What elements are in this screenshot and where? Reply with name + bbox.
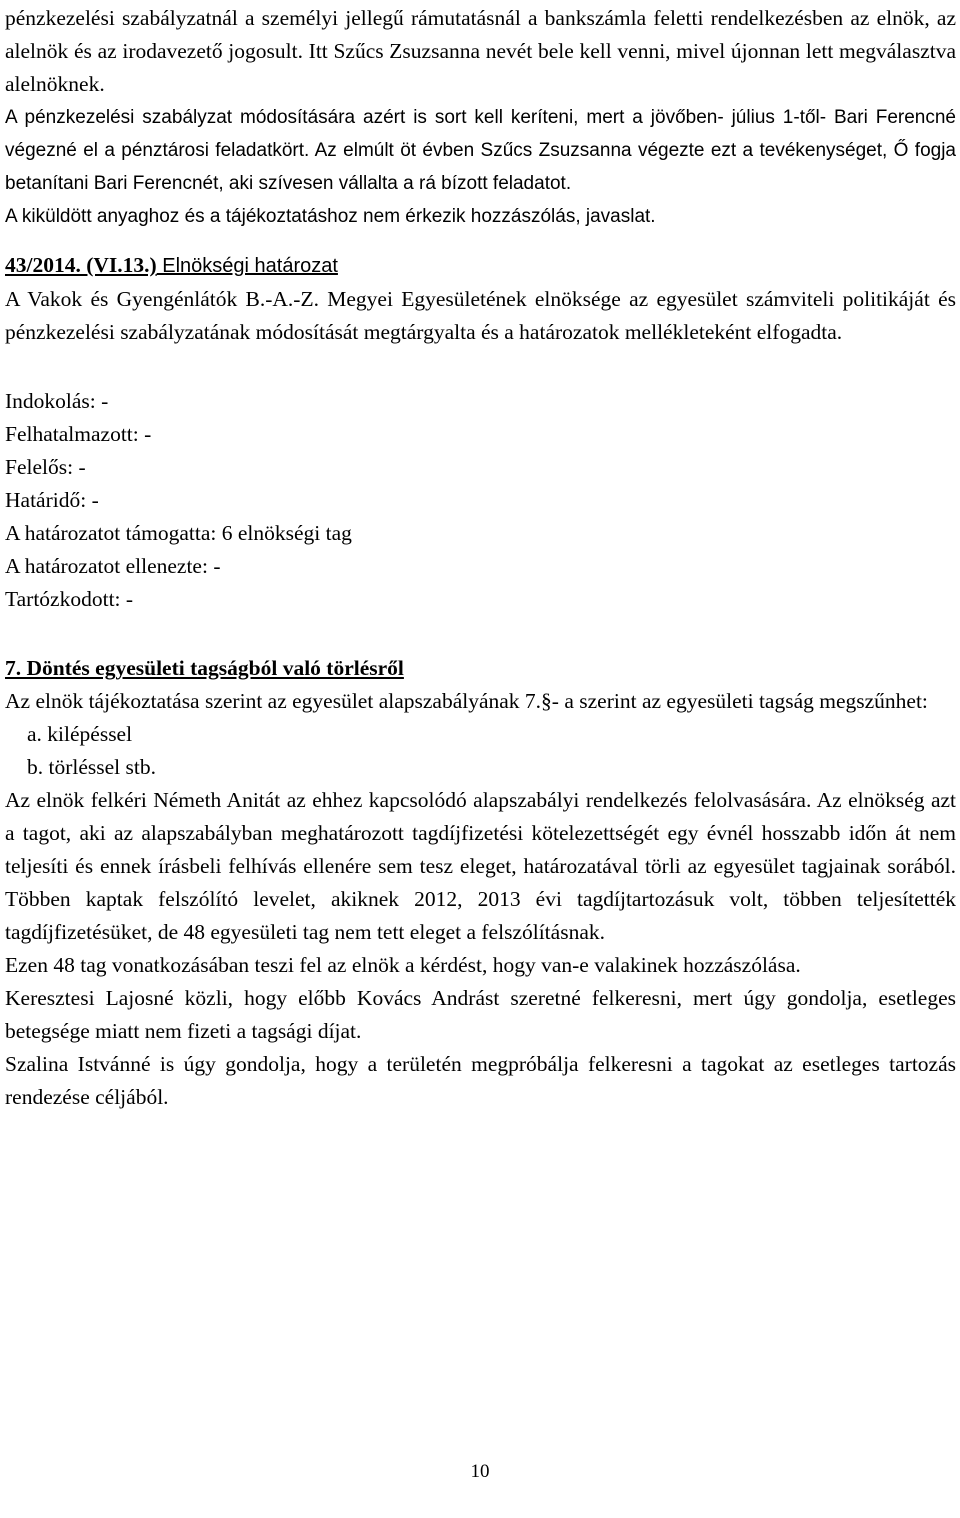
section-7-title: 7. Döntés egyesületi tagságból való törlésről	[5, 656, 404, 680]
meta-responsible: Felelős: -	[5, 455, 86, 479]
spacer	[5, 349, 956, 385]
meta-deadline: Határidő: -	[5, 488, 99, 512]
paragraph-no-comments: A kiküldött anyaghoz és a tájékoztatáshoz nem érkezik hozzászólás, javaslat.	[5, 206, 656, 227]
resolution-title: Elnökségi határozat	[156, 255, 338, 277]
meta-supported: A határozatot támogatta: 6 elnökségi tag	[5, 521, 352, 545]
section-7-paragraph-reading: Az elnök felkéri Németh Anitát az ehhez kapcsolódó alapszabályi rendelkezés felolvasására. Az elnökség azt a tagot, aki az alapszabályban meghatározott tagdíjfizetési kötelezettségét egy évnél hosszabb időn át nem teljesíti és ennek írásbeli felhívás ellenére sem tesz eleget, határozatával törli az egyesület tagjainak sorából. Többen kaptak felszólító levelet, akiknek 2012, 2013 évi tagdíjtartozásuk volt, többen teljesítették tagdíjfizetésüket, de 48 egyesületi tag nem tett eleget a felszólításnak.	[5, 788, 956, 944]
resolution-heading	[5, 249, 956, 283]
paragraph-bank-account: pénzkezelési szabályzatnál a személyi jellegű rámutatásnál a bankszámla feletti rendelkezésben az elnök, az alelnök és az irodavezető jogosult. Itt Szűcs Zsuzsanna nevét bele kell venni, mivel újonnan lett megválasztva alelnöknek.	[5, 6, 956, 96]
resolution-text: A Vakok és Gyengénlátók B.-A.-Z. Megyei Egyesületének elnöksége az egyesület számviteli politikáját és pénzkezelési szabályzatának módosítását megtárgyalta és a határozatok mellékleteként elfogadta.	[5, 287, 956, 344]
list-item: b. törléssel stb.	[27, 755, 156, 779]
page-content	[5, 2, 956, 1114]
membership-end-list	[5, 718, 956, 784]
section-7-paragraph-szalina: Szalina Istvánné is úgy gondolja, hogy a területén megpróbálja felkeresni a tagokat az esetleges tartozás rendezése céljából.	[5, 1052, 956, 1109]
meta-authorized: Felhatalmazott: -	[5, 422, 152, 446]
list-item: a. kilépéssel	[27, 722, 133, 746]
meta-justification: Indokolás: -	[5, 389, 109, 413]
page-number: 10	[470, 1461, 490, 1482]
resolution-number: 43/2014. (VI.13.)	[5, 253, 157, 277]
spacer	[5, 233, 956, 249]
spacer	[5, 616, 956, 652]
meta-opposed: A határozatot ellenezte: -	[5, 554, 221, 578]
section-7-paragraph-question: Ezen 48 tag vonatkozásában teszi fel az elnök a kérdést, hogy van-e valakinek hozzászólása.	[5, 953, 801, 977]
section-7-intro: Az elnök tájékoztatása szerint az egyesület alapszabályának 7.§- a szerint az egyesületi tagság megszűnhet:	[5, 689, 928, 713]
section-7-paragraph-keresztesi: Keresztesi Lajosné közli, hogy előbb Kovács Andrást szeretné felkeresni, mert úgy gondolja, esetleges betegsége miatt nem fizeti a tagsági díjat.	[5, 986, 956, 1043]
meta-abstained: Tartózkodott: -	[5, 587, 134, 611]
paragraph-cashier-change: A pénzkezelési szabályzat módosítására azért is sort kell keríteni, mert a jövőben- július 1-től- Bari Ferencné végezné el a pénztárosi feladatkört. Az elmúlt öt évben Szűcs Zsuzsanna végezte ezt a tevékenységet, Ő fogja betanítani Bari Ferencnét, aki szívesen vállalta a rá bízott feladatot.	[5, 107, 956, 194]
